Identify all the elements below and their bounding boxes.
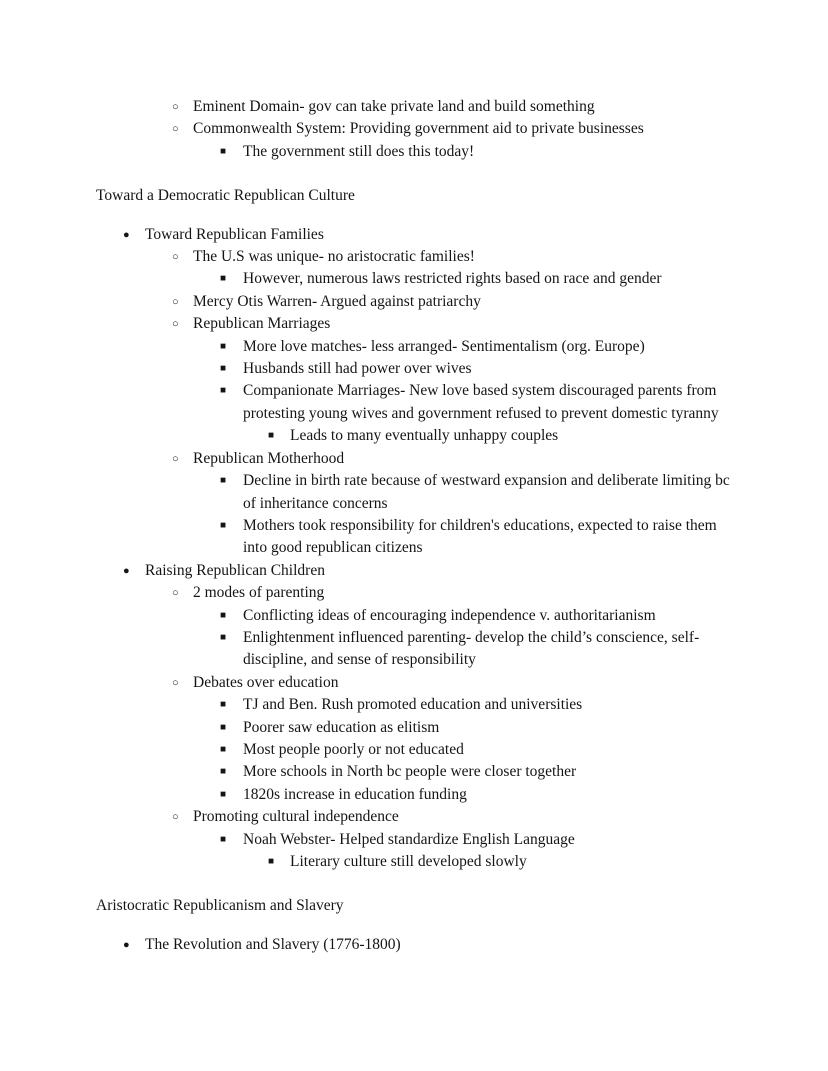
outline-item-text: Poorer saw education as elitism: [243, 718, 440, 736]
square-bullet-icon: ■: [220, 609, 227, 621]
outline-item-level-1: [96, 560, 736, 582]
outline-item-text: The U.S was unique- no aristocratic families!: [193, 248, 475, 266]
outline-item-level-3: [96, 717, 736, 739]
outline-item-text: Conflicting ideas of encouraging independence v. authoritarianism: [243, 606, 656, 624]
disc-bullet-icon: ●: [123, 938, 130, 951]
square-bullet-icon: ■: [268, 430, 275, 442]
outline-item-text: 1820s increase in education funding: [243, 785, 467, 803]
outline-item-text: Most people poorly or not educated: [243, 740, 464, 758]
outline-item-text: More love matches- less arranged- Sentimentalism (org. Europe): [243, 337, 645, 355]
outline-item-text: Enlightenment influenced parenting- develop the child’s conscience, self-discipline, and sense of responsibility: [243, 628, 700, 669]
outline-item-text: Debates over education: [193, 673, 339, 691]
outline-item-level-3: [96, 515, 736, 560]
section-heading: Toward a Democratic Republican Culture: [96, 187, 355, 205]
outline-item-level-3: [96, 784, 736, 806]
outline-item-level-2: [96, 96, 736, 118]
section-heading: Aristocratic Republicanism and Slavery: [96, 897, 344, 915]
outline-item-text: Companionate Marriages- New love based system discouraged parents from protesting young wives and government refused to prevent domestic tyranny: [243, 382, 719, 422]
outline-item-level-3: [96, 829, 736, 851]
hollow-circle-bullet-icon: ○: [172, 251, 179, 264]
outline-item-text: TJ and Ben. Rush promoted education and universities: [243, 696, 583, 714]
square-bullet-icon: ■: [220, 385, 227, 397]
outline-item-text: Toward Republican Families: [145, 225, 324, 243]
outline-item-text: Republican Marriages: [193, 315, 331, 333]
square-bullet-icon: ■: [220, 519, 227, 531]
square-bullet-icon: ■: [220, 273, 227, 285]
outline-item-level-2: [96, 448, 736, 470]
hollow-circle-bullet-icon: ○: [172, 452, 179, 465]
outline-item-level-4: [96, 425, 736, 447]
outline-item-level-3: [96, 739, 736, 761]
outline-item-text: Promoting cultural independence: [193, 808, 399, 826]
outline-item-level-3: [96, 470, 736, 515]
square-bullet-icon: ■: [220, 788, 227, 800]
outline-item-text: The government still does this today!: [243, 142, 475, 160]
spacer: [96, 208, 736, 224]
outline-item-level-4: [96, 851, 736, 873]
outline-item-text: Raising Republican Children: [145, 561, 325, 579]
hollow-circle-bullet-icon: ○: [172, 123, 179, 136]
square-bullet-icon: ■: [220, 721, 227, 733]
outline-item-level-3: [96, 605, 736, 627]
hollow-circle-bullet-icon: ○: [172, 676, 179, 689]
outline-item-text: Republican Motherhood: [193, 449, 345, 467]
outline-item-level-3: [96, 380, 736, 425]
square-bullet-icon: ■: [220, 363, 227, 375]
outline-item-text: Literary culture still developed slowly: [290, 853, 527, 870]
outline-item-text: However, numerous laws restricted rights based on race and gender: [243, 270, 662, 288]
outline-item-level-3: [96, 358, 736, 380]
hollow-circle-bullet-icon: ○: [172, 295, 179, 308]
disc-bullet-icon: ●: [123, 228, 130, 241]
square-bullet-icon: ■: [220, 340, 227, 352]
square-bullet-icon: ■: [220, 699, 227, 711]
outline-item-level-1: [96, 934, 736, 956]
spacer: [96, 873, 736, 895]
hollow-circle-bullet-icon: ○: [172, 587, 179, 600]
hollow-circle-bullet-icon: ○: [172, 318, 179, 331]
outline-item-level-3: [96, 336, 736, 358]
outline-item-text: Decline in birth rate because of westward expansion and deliberate limiting bc of inheritance concerns: [243, 472, 730, 512]
outline-item-level-3: [96, 141, 736, 163]
square-bullet-icon: ■: [220, 631, 227, 643]
outline-item-level-1: [96, 224, 736, 246]
outline-item-level-2: [96, 672, 736, 694]
outline-item-text: The Revolution and Slavery (1776-1800): [145, 935, 401, 953]
outline-item-text: 2 modes of parenting: [193, 584, 325, 602]
spacer: [96, 163, 736, 185]
outline-item-text: Noah Webster- Helped standardize English Language: [243, 830, 575, 848]
square-bullet-icon: ■: [220, 145, 227, 157]
outline-item-level-2: [96, 582, 736, 604]
square-bullet-icon: ■: [220, 475, 227, 487]
spacer: [96, 918, 736, 934]
hollow-circle-bullet-icon: ○: [172, 101, 179, 113]
outline-item-level-2: [96, 246, 736, 268]
outline-item-level-2: [96, 291, 736, 313]
outline-content: [96, 96, 736, 956]
outline-item-level-3: [96, 694, 736, 716]
outline-item-level-3: [96, 761, 736, 783]
square-bullet-icon: ■: [220, 743, 227, 755]
outline-item-text: Husbands still had power over wives: [243, 360, 472, 378]
outline-item-text: Commonwealth System: Providing government aid to private businesses: [193, 120, 644, 138]
outline-item-level-2: [96, 806, 736, 828]
outline-item-level-2: [96, 313, 736, 335]
outline-item-level-3: [96, 268, 736, 290]
outline-item-level-3: [96, 627, 736, 672]
outline-item-text: Leads to many eventually unhappy couples: [290, 427, 559, 445]
outline-item-level-2: [96, 118, 736, 140]
outline-item-text: Mothers took responsibility for children's educations, expected to raise them into good republican citizens: [243, 516, 717, 557]
square-bullet-icon: ■: [220, 766, 227, 778]
square-bullet-icon: ■: [268, 856, 275, 867]
disc-bullet-icon: ●: [123, 564, 130, 577]
outline-item-text: Mercy Otis Warren- Argued against patriarchy: [193, 292, 481, 310]
square-bullet-icon: ■: [220, 833, 227, 845]
hollow-circle-bullet-icon: ○: [172, 811, 179, 824]
outline-item-text: More schools in North bc people were closer together: [243, 763, 577, 781]
outline-item-text: Eminent Domain- gov can take private land and build something: [193, 98, 595, 115]
